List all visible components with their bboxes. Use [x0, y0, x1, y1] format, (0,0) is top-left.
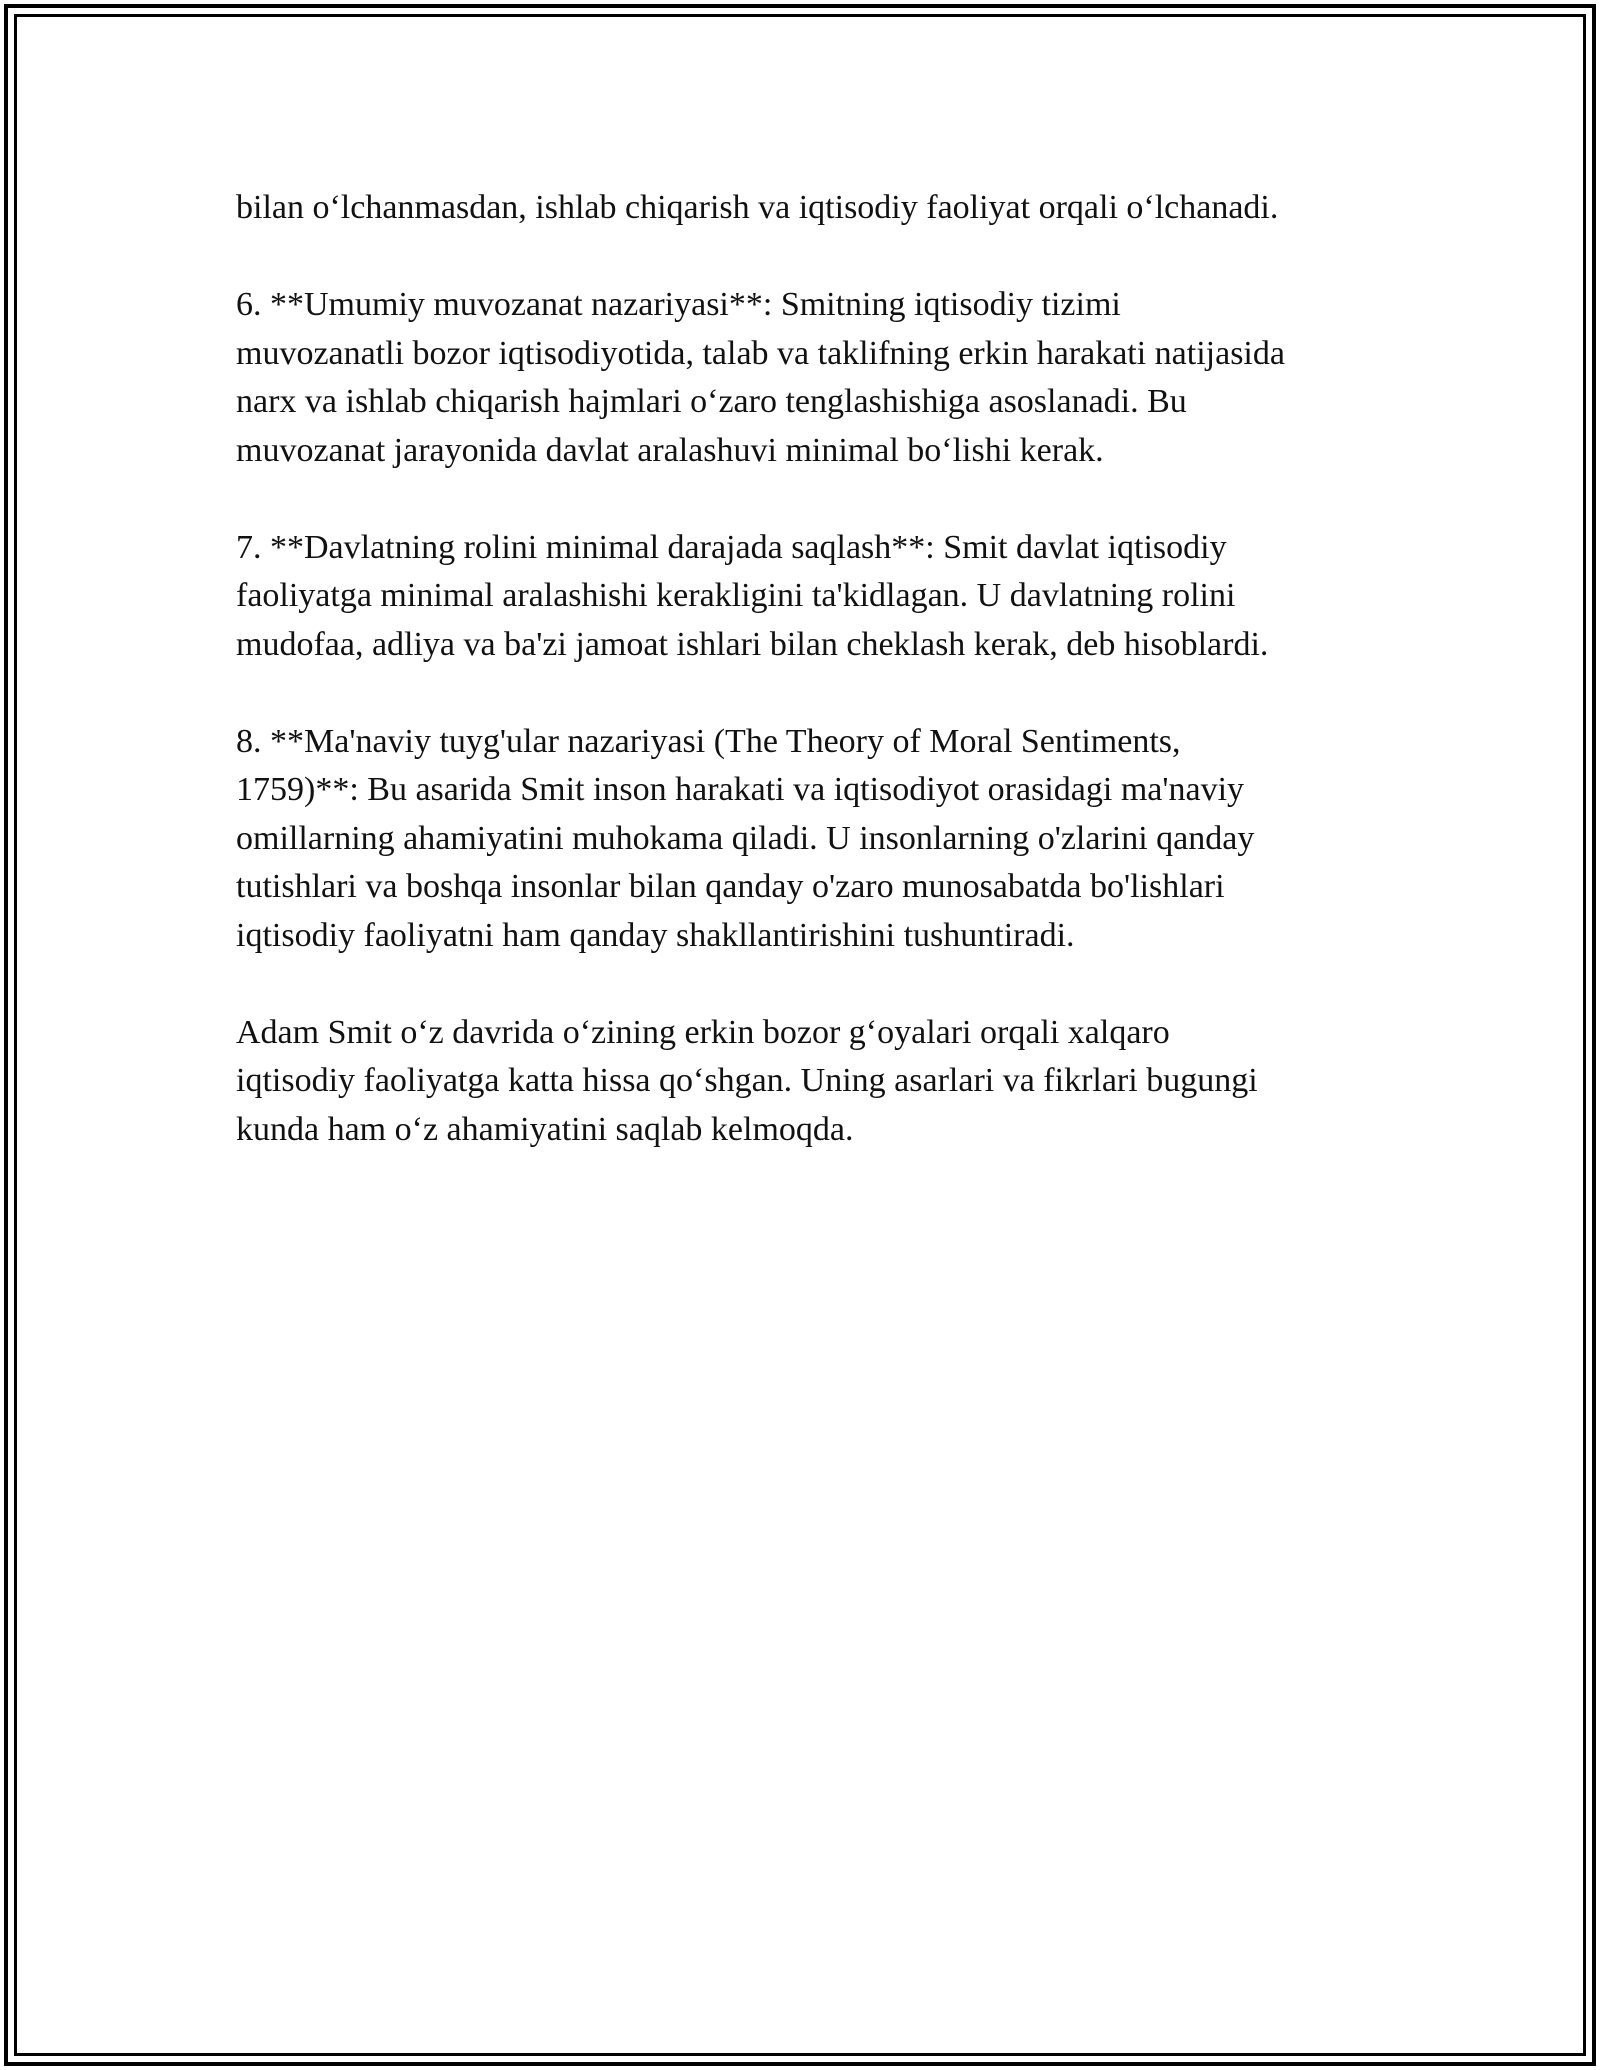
- paragraph-continuation: bilan o‘lchanmasdan, ishlab chiqarish va iqtisodiy faoliyat orqali o‘lchanadi.: [236, 189, 1279, 226]
- paragraph-item-6: 6. **Umumiy muvozanat nazariyasi**: Smitning iqtisodiy tizimi muvozanatli bozor iqtisodiyotida, talab va taklifning erkin harakati natijasida narx va ishlab chiqarish hajmlari o‘zaro tenglashishiga asoslanadi. Bu muvozanat jarayonida davlat aralashuvi minimal bo‘lishi kerak.: [236, 286, 1285, 469]
- document-body: [236, 184, 1386, 1203]
- paragraph-item-8: 8. **Ma'naviy tuyg'ular nazariyasi (The Theory of Moral Sentiments, 1759)**: Bu asarida Smit inson harakati va iqtisodiyot orasidagi ma'naviy omillarning ahamiyatini muhokama qiladi. U insonlarning o'zlarini qanday tutishlari va boshqa insonlar bilan qanday o'zaro munosabatda bo'lishlari iqtisodiy faoliyatni ham qanday shakllantirishini tushuntiradi.: [236, 722, 1255, 954]
- paragraph-conclusion: Adam Smit o‘z davrida o‘zining erkin bozor g‘oyalari orqali xalqaro iqtisodiy faoliyatga katta hissa qo‘shgan. Uning asarlari va fikrlari bugungi kunda ham o‘z ahamiyatini saqlab kelmoqda.: [236, 1013, 1258, 1148]
- paragraph-item-7: 7. **Davlatning rolini minimal darajada saqlash**: Smit davlat iqtisodiy faoliyatga minimal aralashishi kerakligini ta'kidlagan. U davlatning rolini mudofaa, adliya va ba'zi jamoat ishlari bilan cheklash kerak, deb hisoblardi.: [236, 528, 1269, 663]
